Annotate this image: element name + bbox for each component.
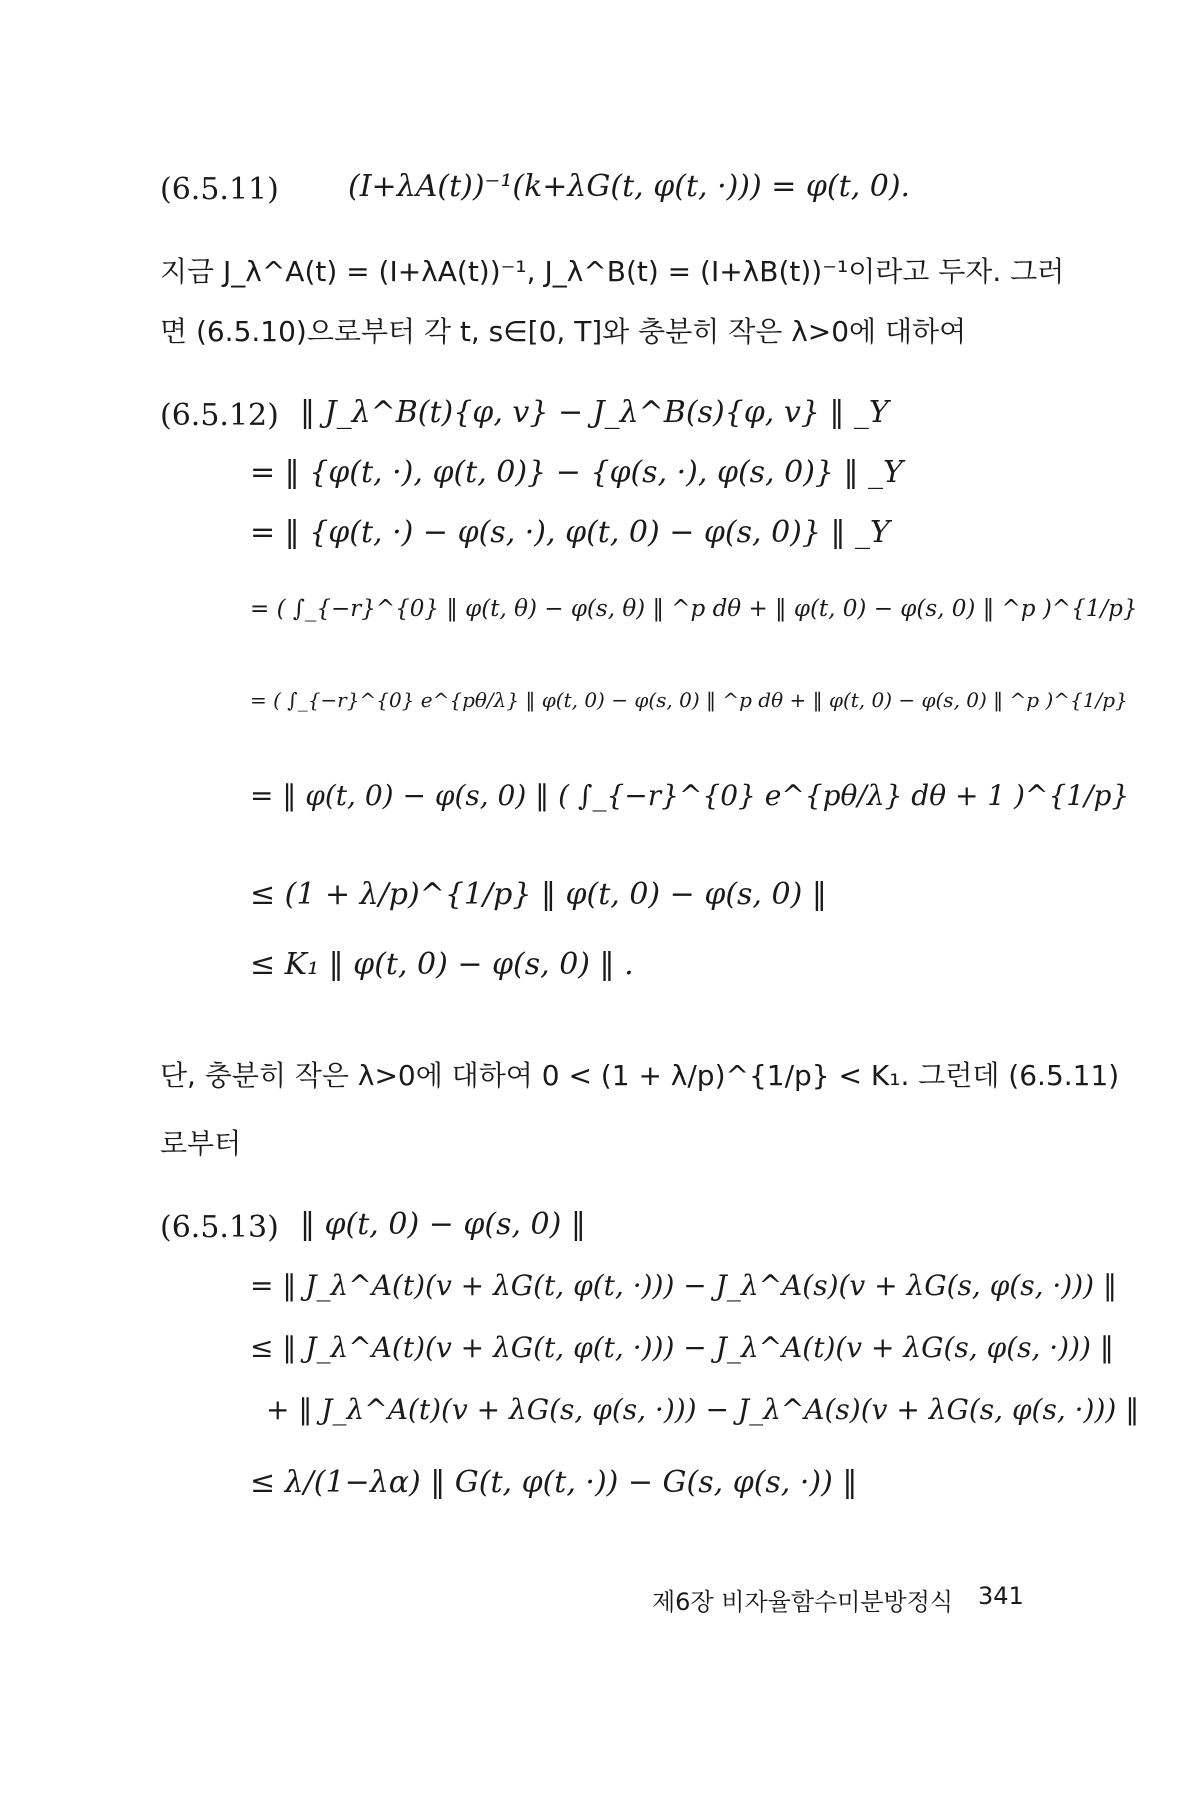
equation-6-5-12-line-7: ≤ (1 + λ/p)^{1/p} ‖ φ(t, 0) − φ(s, 0) ‖ [250,877,827,912]
equation-6-5-12-line-2: = ‖ {φ(t, ·), φ(t, 0)} − {φ(s, ·), φ(s, 0)} ‖ _Y [250,455,903,490]
equation-6-5-12-line-6: = ‖ φ(t, 0) − φ(s, 0) ‖ ( ∫_{−r}^{0} e^{pθ/λ} dθ + 1 )^{1/p} [250,779,1130,812]
equation-number-6-5-12: (6.5.12) [160,398,279,433]
equation-6-5-13-line-3: ≤ ‖ J_λ^A(t)(v + λG(t, φ(t, ·))) − J_λ^A(t)(v + λG(s, φ(s, ·))) ‖ [250,1331,1114,1364]
paragraph-1-line-2: 면 (6.5.10)으로부터 각 t, s∈[0, T]와 충분히 작은 λ>0에 대하여 [160,315,967,348]
equation-6-5-12-line-3: = ‖ {φ(t, ·) − φ(s, ·), φ(t, 0) − φ(s, 0)} ‖ _Y [250,515,890,550]
equation-6-5-11: (I+λA(t))⁻¹(k+λG(t, φ(t, ·))) = φ(t, 0). [348,169,911,204]
paragraph-2-line-2: 로부터 [160,1127,242,1160]
equation-6-5-13-line-1: ‖ φ(t, 0) − φ(s, 0) ‖ [300,1207,586,1242]
equation-6-5-12-line-8: ≤ K₁ ‖ φ(t, 0) − φ(s, 0) ‖ . [250,947,634,982]
paragraph-2-line-1: 단, 충분히 작은 λ>0에 대하여 0 < (1 + λ/p)^{1/p} < K₁. 그런데 (6.5.11) [160,1059,1120,1092]
equation-6-5-13-line-5: ≤ λ/(1−λα) ‖ G(t, φ(t, ·)) − G(s, φ(s, ·)) ‖ [250,1465,858,1500]
equation-number-6-5-13: (6.5.13) [160,1210,279,1245]
equation-number-6-5-11: (6.5.11) [160,172,279,207]
chapter-title: 제6장 비자율함수미분방정식 [652,1588,954,1616]
equation-6-5-12-line-5: = ( ∫_{−r}^{0} e^{pθ/λ} ‖ φ(t, 0) − φ(s, 0) ‖ ^p dθ + ‖ φ(t, 0) − φ(s, 0) ‖ ^p )^{1/p} [250,688,1128,712]
equation-6-5-12-line-4: = ( ∫_{−r}^{0} ‖ φ(t, θ) − φ(s, θ) ‖ ^p dθ + ‖ φ(t, 0) − φ(s, 0) ‖ ^p )^{1/p} [250,596,1138,622]
equation-6-5-13-line-4: + ‖ J_λ^A(t)(v + λG(s, φ(s, ·))) − J_λ^A(s)(v + λG(s, φ(s, ·))) ‖ [266,1393,1140,1426]
equation-6-5-12-line-1: ‖ J_λ^B(t){φ, v} − J_λ^B(s){φ, v} ‖ _Y [300,395,889,430]
paragraph-1-line-1: 지금 J_λ^A(t) = (I+λA(t))⁻¹, J_λ^B(t) = (I+λB(t))⁻¹이라고 두자. 그러 [160,255,1065,288]
page-number: 341 [978,1582,1024,1610]
equation-6-5-13-line-2: = ‖ J_λ^A(t)(v + λG(t, φ(t, ·))) − J_λ^A(s)(v + λG(s, φ(s, ·))) ‖ [250,1269,1117,1302]
